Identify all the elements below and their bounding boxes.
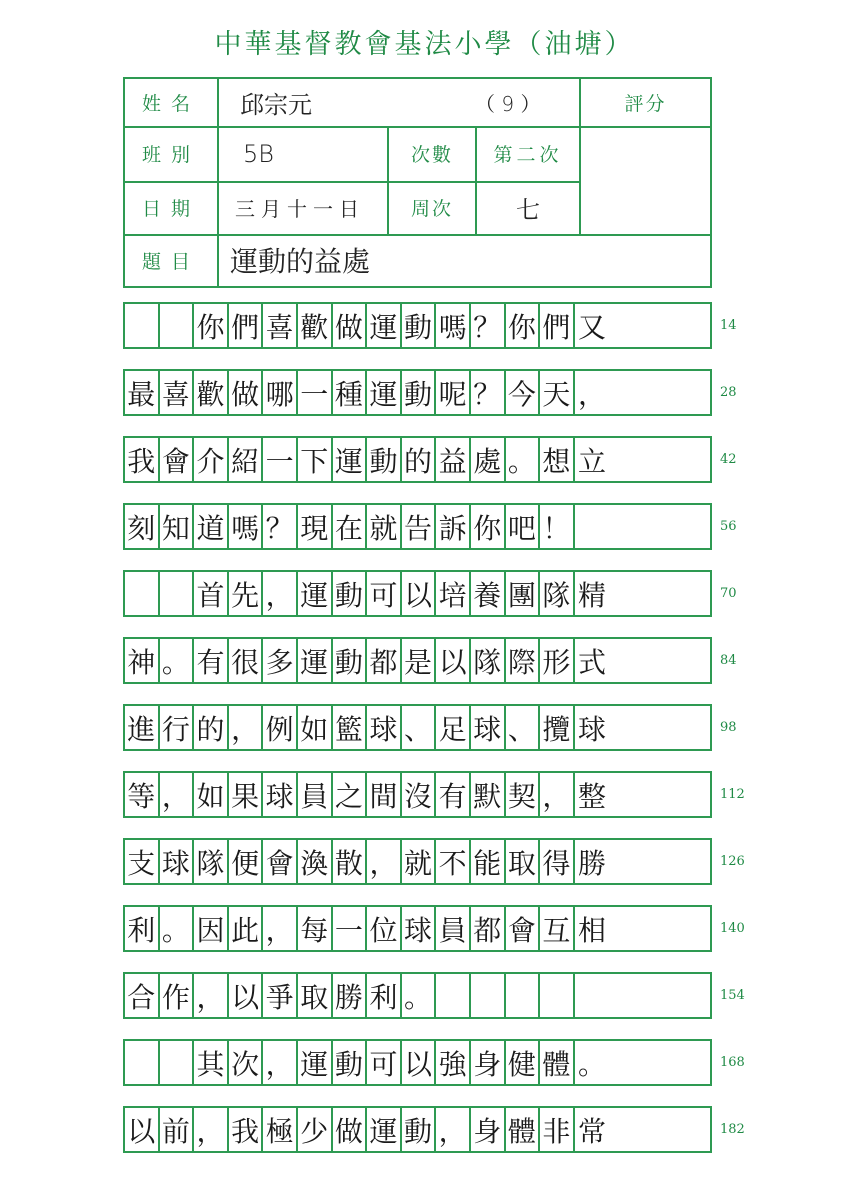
score-label: 評分	[624, 93, 667, 115]
date-value: 三月十一日	[235, 197, 365, 221]
grid-cell: 介	[194, 438, 229, 481]
grid-cell: 沒	[402, 773, 437, 816]
grid-cell: 隊	[540, 572, 575, 615]
grid-cell: ，	[263, 1041, 298, 1084]
grid-cell: 散	[333, 840, 368, 883]
grid-cell: 今	[506, 371, 541, 414]
grid-cell: 隊	[194, 840, 229, 883]
grid-row	[123, 503, 712, 550]
grid-cell: 體	[506, 1108, 541, 1151]
grid-cell	[575, 974, 610, 1017]
class-number: （ 9 ）	[475, 92, 541, 116]
topic-value: 運動的益處	[230, 245, 371, 278]
grid-row	[123, 436, 712, 483]
grid-cell: 以	[402, 572, 437, 615]
grid-cell: 會	[506, 907, 541, 950]
grid-cell: 是	[402, 639, 437, 682]
grid-cell: 團	[506, 572, 541, 615]
grid-cell: 做	[229, 371, 264, 414]
attempt-value: 第二次	[493, 144, 563, 166]
grid-cell: 道	[194, 505, 229, 548]
grid-cell: 吧	[506, 505, 541, 548]
grid-cell: 足	[436, 706, 471, 749]
grid-cell: 動	[402, 371, 437, 414]
grid-cell: 運	[298, 572, 333, 615]
grid-cell: 因	[194, 907, 229, 950]
grid-cell: 攬	[540, 706, 575, 749]
grid-cell: 運	[333, 438, 368, 481]
week-label: 周次	[410, 198, 453, 220]
grid-cell: 運	[298, 639, 333, 682]
grid-row	[123, 771, 712, 818]
grid-cell: ，	[263, 907, 298, 950]
grid-row	[123, 302, 712, 349]
grid-cell: 都	[471, 907, 506, 950]
grid-cell: 利	[125, 907, 160, 950]
grid-cell: 球	[263, 773, 298, 816]
grid-cell	[436, 974, 471, 1017]
character-count: 84	[720, 653, 737, 668]
topic-label: 題目	[141, 250, 200, 273]
grid-cell: 體	[540, 1041, 575, 1084]
grid-cell: 如	[194, 773, 229, 816]
grid-cell: 式	[578, 645, 607, 679]
grid-cell: 又	[578, 310, 607, 344]
grid-cell	[125, 304, 160, 347]
grid-cell: 運	[367, 304, 402, 347]
grid-cell: ，	[229, 706, 264, 749]
grid-cell: 形	[540, 639, 575, 682]
grid-cell: 我	[125, 438, 160, 481]
grid-cell: 不	[436, 840, 471, 883]
grid-cell: 動	[367, 438, 402, 481]
grid-cell: 進	[125, 706, 160, 749]
divider	[217, 79, 219, 286]
grid-cell: 身	[471, 1041, 506, 1084]
grid-cell	[160, 572, 195, 615]
grid-cell: 精	[578, 578, 607, 612]
character-count: 168	[720, 1055, 745, 1070]
grid-cell: 、	[506, 706, 541, 749]
grid-cell: ，	[578, 377, 607, 411]
grid-cell: 強	[436, 1041, 471, 1084]
grid-cell: 運	[367, 371, 402, 414]
grid-cell: 你	[194, 304, 229, 347]
attempt-label: 次數	[410, 144, 453, 166]
grid-cell: 們	[540, 304, 575, 347]
grid-cell: 益	[436, 438, 471, 481]
grid-cell: 身	[471, 1108, 506, 1151]
grid-cell: 就	[402, 840, 437, 883]
grid-cell: 運	[298, 1041, 333, 1084]
grid-cell	[125, 572, 160, 615]
grid-cell: 前	[160, 1108, 195, 1151]
grid-cell: 動	[333, 1041, 368, 1084]
grid-cell: 。	[160, 907, 195, 950]
grid-cell: 動	[402, 1108, 437, 1151]
grid-cell: 以	[229, 974, 264, 1017]
grid-cell: 勝	[333, 974, 368, 1017]
grid-cell: 有	[194, 639, 229, 682]
grid-cell: 健	[506, 1041, 541, 1084]
character-count: 154	[720, 988, 745, 1003]
grid-cell: 下	[298, 438, 333, 481]
grid-cell: 們	[229, 304, 264, 347]
grid-cell: 。	[506, 438, 541, 481]
grid-cell: 先	[229, 572, 264, 615]
grid-cell: 刻	[125, 505, 160, 548]
grid-row	[123, 637, 712, 684]
grid-cell: 以	[436, 639, 471, 682]
grid-cell: ？	[471, 304, 506, 347]
grid-cell: 。	[578, 1047, 607, 1081]
grid-cell: ？	[471, 371, 506, 414]
grid-cell	[160, 304, 195, 347]
grid-cell: 最	[125, 371, 160, 414]
grid-cell: 以	[402, 1041, 437, 1084]
grid-cell: ，	[194, 1108, 229, 1151]
grid-cell: 呢	[436, 371, 471, 414]
grid-cell: 喜	[160, 371, 195, 414]
character-count: 42	[720, 452, 737, 467]
character-count: 98	[720, 720, 737, 735]
grid-cell: 知	[160, 505, 195, 548]
grid-cell: 員	[436, 907, 471, 950]
grid-cell: 神	[125, 639, 160, 682]
grid-cell: 等	[125, 773, 160, 816]
name-label: 姓名	[141, 93, 200, 115]
character-count: 28	[720, 385, 737, 400]
grid-cell: 非	[540, 1108, 575, 1151]
grid-cell: 在	[333, 505, 368, 548]
grid-cell: 少	[298, 1108, 333, 1151]
character-count: 140	[720, 921, 745, 936]
character-count: 70	[720, 586, 737, 601]
grid-cell: 嗎	[436, 304, 471, 347]
grid-cell: 養	[471, 572, 506, 615]
grid-cell: 一	[333, 907, 368, 950]
grid-cell	[125, 1041, 160, 1084]
grid-cell: 、	[402, 706, 437, 749]
grid-cell: 每	[298, 907, 333, 950]
grid-cell: 紹	[229, 438, 264, 481]
grid-cell: 勝	[578, 846, 607, 880]
grid-cell: 。	[402, 974, 437, 1017]
grid-cell: 你	[471, 505, 506, 548]
grid-cell: 有	[436, 773, 471, 816]
grid-cell: 以	[125, 1108, 160, 1151]
grid-cell: 運	[367, 1108, 402, 1151]
grid-cell: 歡	[298, 304, 333, 347]
grid-row	[123, 570, 712, 617]
school-title: 中華基督教會基法小學（油塘）	[214, 29, 635, 60]
grid-cell: 可	[367, 1041, 402, 1084]
grid-cell	[506, 974, 541, 1017]
grid-cell: 次	[229, 1041, 264, 1084]
grid-cell: 。	[160, 639, 195, 682]
grid-cell: 都	[367, 639, 402, 682]
grid-cell: 利	[367, 974, 402, 1017]
grid-cell: 多	[263, 639, 298, 682]
grid-cell: 間	[367, 773, 402, 816]
week-value: 七	[516, 196, 540, 224]
date-label: 日期	[141, 198, 200, 220]
grid-cell: 渙	[298, 840, 333, 883]
grid-row	[123, 704, 712, 751]
grid-cell: ，	[367, 840, 402, 883]
grid-cell: 就	[367, 505, 402, 548]
character-count: 112	[720, 787, 745, 802]
grid-cell: 合	[125, 974, 160, 1017]
grid-cell: 取	[506, 840, 541, 883]
grid-cell: 做	[333, 304, 368, 347]
grid-cell: 天	[540, 371, 575, 414]
grid-cell: 果	[229, 773, 264, 816]
grid-cell: ！	[540, 505, 575, 548]
grid-cell: 便	[229, 840, 264, 883]
grid-cell: 相	[578, 913, 607, 947]
grid-cell: 互	[540, 907, 575, 950]
grid-cell	[540, 974, 575, 1017]
grid-cell: 整	[578, 779, 607, 813]
grid-row	[123, 1106, 712, 1153]
grid-cell: 隊	[471, 639, 506, 682]
grid-cell: 能	[471, 840, 506, 883]
grid-cell: 一	[263, 438, 298, 481]
grid-cell: 訴	[436, 505, 471, 548]
grid-cell: 會	[160, 438, 195, 481]
grid-cell: 可	[367, 572, 402, 615]
grid-cell: 籃	[333, 706, 368, 749]
grid-cell: 常	[578, 1114, 607, 1148]
grid-cell: 哪	[263, 371, 298, 414]
grid-cell: 告	[402, 505, 437, 548]
character-count: 126	[720, 854, 745, 869]
grid-cell: 得	[540, 840, 575, 883]
name-value: 邱宗元	[240, 91, 312, 119]
grid-cell: 種	[333, 371, 368, 414]
grid-cell: 員	[298, 773, 333, 816]
grid-cell: 位	[367, 907, 402, 950]
character-count: 182	[720, 1122, 745, 1137]
grid-cell: 之	[333, 773, 368, 816]
grid-cell: 會	[263, 840, 298, 883]
grid-cell: 的	[402, 438, 437, 481]
grid-cell: 球	[367, 706, 402, 749]
class-value: 5B	[243, 139, 274, 168]
grid-row	[123, 905, 712, 952]
grid-cell: ，	[263, 572, 298, 615]
grid-cell: 其	[194, 1041, 229, 1084]
grid-cell: 極	[263, 1108, 298, 1151]
grid-cell: 球	[578, 712, 607, 746]
grid-cell: 取	[298, 974, 333, 1017]
grid-cell: 我	[229, 1108, 264, 1151]
grid-cell: 動	[333, 572, 368, 615]
grid-cell: 爭	[263, 974, 298, 1017]
grid-cell: 想	[540, 438, 575, 481]
grid-cell: 一	[298, 371, 333, 414]
grid-cell: 此	[229, 907, 264, 950]
class-label: 班別	[141, 144, 200, 166]
grid-cell: 行	[160, 706, 195, 749]
grid-cell: 培	[436, 572, 471, 615]
header-table	[123, 77, 712, 288]
grid-cell: 做	[333, 1108, 368, 1151]
grid-cell: 很	[229, 639, 264, 682]
grid-cell: 支	[125, 840, 160, 883]
grid-cell: ，	[436, 1108, 471, 1151]
grid-cell: 默	[471, 773, 506, 816]
grid-cell: 如	[298, 706, 333, 749]
grid-cell: 嗎	[229, 505, 264, 548]
grid-cell: ，	[194, 974, 229, 1017]
character-count: 14	[720, 318, 737, 333]
grid-row	[123, 838, 712, 885]
character-count: 56	[720, 519, 737, 534]
grid-cell: 的	[194, 706, 229, 749]
grid-row	[123, 972, 712, 1019]
grid-cell: 球	[160, 840, 195, 883]
grid-cell: 際	[506, 639, 541, 682]
grid-cell: 立	[578, 444, 607, 478]
grid-cell: ，	[540, 773, 575, 816]
grid-cell: 契	[506, 773, 541, 816]
grid-row	[123, 1039, 712, 1086]
grid-cell	[575, 505, 610, 548]
grid-cell: 球	[471, 706, 506, 749]
grid-cell: 你	[506, 304, 541, 347]
grid-cell	[160, 1041, 195, 1084]
grid-cell: 例	[263, 706, 298, 749]
grid-cell: 動	[402, 304, 437, 347]
grid-cell: 首	[194, 572, 229, 615]
grid-cell: 喜	[263, 304, 298, 347]
grid-cell: 作	[160, 974, 195, 1017]
grid-cell	[471, 974, 506, 1017]
grid-cell: 動	[333, 639, 368, 682]
grid-cell: 球	[402, 907, 437, 950]
grid-cell: ，	[160, 773, 195, 816]
grid-cell: ？	[263, 505, 298, 548]
grid-cell: 歡	[194, 371, 229, 414]
grid-cell: 處	[471, 438, 506, 481]
grid-row	[123, 369, 712, 416]
grid-cell: 現	[298, 505, 333, 548]
